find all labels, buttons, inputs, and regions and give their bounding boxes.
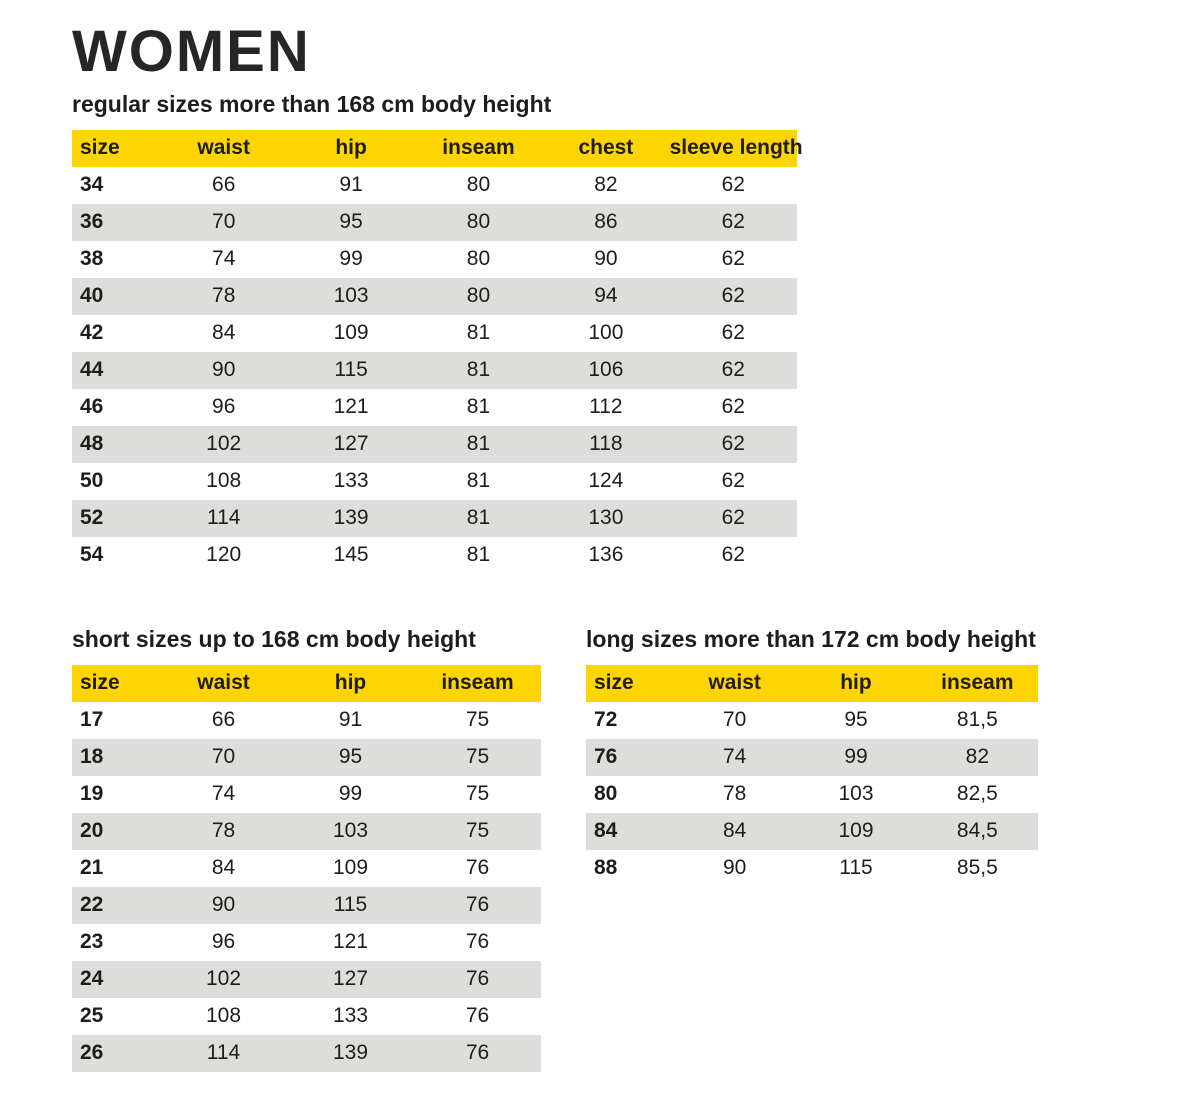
header-row [72,130,797,167]
measurement-cell: 85,5 [956,856,998,880]
measurement-cell: 90 [722,856,747,880]
measurement-cell: 62 [670,278,797,315]
measurement-cell: 99 [338,782,363,806]
measurement-cell: 82 [917,739,1038,776]
size-cell: 44 [72,352,160,389]
measurement-cell: 80 [466,247,491,271]
size-row [72,813,541,850]
size-cell: 36 [72,204,160,241]
measurement-cell: 81,5 [956,708,998,732]
measurement-cell: 62 [670,426,797,463]
size-row [72,537,797,574]
measurement-cell: 81 [466,395,491,419]
size-row [72,887,541,924]
measurement-cell: 82 [594,173,618,197]
measurement-cell: 66 [212,173,236,197]
measurement-cell: 133 [332,1004,369,1028]
size-cell: 76 [586,739,674,776]
bottom-tables-row [72,626,1190,1072]
regular-sizes-section-title: regular sizes more than 168 cm body height [72,90,552,117]
measurement-cell: 74 [674,739,795,776]
measurement-cell: 62 [721,321,745,345]
measurement-cell: 100 [588,321,624,345]
measurement-cell: 139 [287,500,414,537]
size-row [72,924,541,961]
measurement-cell: 139 [287,1035,414,1072]
size-cell: 19 [80,782,104,806]
short-sizes-table [72,665,541,1072]
measurement-cell: 99 [339,247,363,271]
size-row [72,204,797,241]
measurement-cell: 127 [287,426,414,463]
size-cell: 48 [72,426,160,463]
measurement-cell: 103 [838,782,874,806]
size-cell: 42 [80,321,104,345]
size-cell: 54 [80,543,104,567]
size-row [72,426,797,463]
size-cell: 84 [586,813,674,850]
size-row [72,278,797,315]
measurement-cell: 62 [670,500,797,537]
size-cell: 72 [594,708,618,732]
column-header-sleeve-length: sleeve length [670,130,797,167]
short-sizes-section [72,626,541,1072]
measurement-cell: 84,5 [917,813,1038,850]
size-row [72,352,797,389]
measurement-cell: 99 [795,739,916,776]
measurement-cell: 136 [588,543,624,567]
header-row [72,665,541,702]
size-row [586,739,1038,776]
size-cell: 24 [72,961,160,998]
measurement-cell: 109 [333,321,369,345]
size-cell: 21 [80,856,104,880]
measurement-cell: 76 [414,1035,541,1072]
measurement-cell: 66 [211,708,236,732]
measurement-cell: 76 [414,887,541,924]
size-cell: 22 [72,887,160,924]
size-cell: 18 [72,739,160,776]
size-row [586,776,1038,813]
size-row [72,500,797,537]
size-cell: 26 [72,1035,160,1072]
measurement-cell: 95 [844,708,868,732]
size-row [586,702,1038,739]
column-header-waist: waist [674,665,795,702]
column-header-waist: waist [160,130,287,167]
size-cell: 52 [72,500,160,537]
size-row [72,463,797,500]
measurement-cell: 78 [722,782,747,806]
size-cell: 17 [80,708,104,732]
measurement-cell: 108 [206,469,242,493]
header-row [586,665,1038,702]
measurement-cell: 114 [160,1035,287,1072]
measurement-cell: 62 [721,395,745,419]
size-row [72,776,541,813]
measurement-cell: 127 [287,961,414,998]
size-row [72,241,797,278]
size-row [72,389,797,426]
column-header-inseam: inseam [917,665,1038,702]
measurement-cell: 109 [795,813,916,850]
column-header-chest: chest [542,130,669,167]
measurement-cell: 75 [414,739,541,776]
size-row [72,167,797,204]
column-header-hip: hip [795,665,916,702]
column-header-size: size [586,665,674,702]
measurement-cell: 80 [415,278,542,315]
column-header-hip: hip [287,665,414,702]
measurement-cell: 70 [160,204,287,241]
measurement-cell: 90 [160,887,287,924]
measurement-cell: 75 [414,813,541,850]
measurement-cell: 108 [205,1004,242,1028]
size-row [72,739,541,776]
measurement-cell: 74 [211,782,236,806]
size-cell: 46 [80,395,104,419]
size-cell: 23 [80,930,104,954]
measurement-cell: 120 [206,543,242,567]
column-header-size: size [72,665,160,702]
measurement-cell: 62 [721,173,745,197]
column-header-inseam: inseam [415,130,542,167]
measurement-cell: 91 [338,708,363,732]
measurement-cell: 78 [160,813,287,850]
measurement-cell: 103 [287,813,414,850]
measurement-cell: 95 [287,739,414,776]
long-sizes-section-title: long sizes more than 172 cm body height [586,625,1036,652]
measurement-cell: 95 [287,204,414,241]
measurement-cell: 91 [339,173,363,197]
column-header-size: size [72,130,160,167]
measurement-cell: 115 [287,352,414,389]
measurement-cell: 109 [332,856,369,880]
measurement-cell: 81 [466,321,491,345]
measurement-cell: 76 [465,1004,490,1028]
size-cell: 34 [80,173,104,197]
measurement-cell: 62 [670,204,797,241]
measurement-cell: 115 [839,856,873,880]
size-row [72,998,541,1035]
measurement-cell: 96 [212,395,236,419]
measurement-cell: 75 [465,782,490,806]
measurement-cell: 102 [160,961,287,998]
measurement-cell: 145 [333,543,369,567]
measurement-cell: 76 [465,856,490,880]
size-cell: 38 [80,247,104,271]
measurement-cell: 62 [721,543,745,567]
column-header-waist: waist [160,665,287,702]
size-cell: 80 [594,782,618,806]
long-sizes-table [586,665,1038,887]
size-cell: 88 [594,856,618,880]
measurement-cell: 76 [414,961,541,998]
measurement-cell: 90 [594,247,618,271]
measurement-cell: 82,5 [956,782,998,806]
measurement-cell: 81 [415,500,542,537]
size-row [586,813,1038,850]
measurement-cell: 81 [466,543,491,567]
measurement-cell: 121 [333,395,369,419]
size-row [72,850,541,887]
size-row [72,315,797,352]
measurement-cell: 86 [542,204,669,241]
measurement-cell: 62 [670,352,797,389]
size-cell: 20 [72,813,160,850]
measurement-cell: 62 [721,247,745,271]
measurement-cell: 84 [212,321,236,345]
measurement-cell: 121 [332,930,369,954]
size-row [72,961,541,998]
measurement-cell: 133 [333,469,369,493]
measurement-cell: 76 [465,930,490,954]
page-title: WOMEN [72,19,311,84]
measurement-cell: 96 [211,930,236,954]
measurement-cell: 80 [415,204,542,241]
measurement-cell: 114 [160,500,287,537]
measurement-cell: 81 [415,352,542,389]
size-row [72,1035,541,1072]
measurement-cell: 70 [722,708,747,732]
column-header-inseam: inseam [414,665,541,702]
measurement-cell: 115 [287,887,414,924]
measurement-cell: 130 [542,500,669,537]
measurement-cell: 75 [465,708,490,732]
short-sizes-section-title: short sizes up to 168 cm body height [72,625,476,652]
measurement-cell: 102 [160,426,287,463]
measurement-cell: 103 [287,278,414,315]
measurement-cell: 80 [466,173,491,197]
measurement-cell: 118 [542,426,669,463]
size-row [586,850,1038,887]
size-cell: 40 [72,278,160,315]
size-cell: 50 [80,469,104,493]
measurement-cell: 84 [211,856,236,880]
measurement-cell: 81 [415,426,542,463]
regular-sizes-table [72,130,803,574]
measurement-cell: 62 [721,469,745,493]
long-sizes-section [586,626,1038,887]
measurement-cell: 78 [160,278,287,315]
size-cell: 25 [80,1004,104,1028]
column-header-hip: hip [287,130,414,167]
measurement-cell: 74 [212,247,236,271]
measurement-cell: 112 [589,395,623,419]
measurement-cell: 70 [160,739,287,776]
measurement-cell: 90 [160,352,287,389]
measurement-cell: 84 [674,813,795,850]
measurement-cell: 81 [466,469,491,493]
measurement-cell: 106 [542,352,669,389]
size-row [72,702,541,739]
measurement-cell: 94 [542,278,669,315]
measurement-cell: 124 [588,469,624,493]
